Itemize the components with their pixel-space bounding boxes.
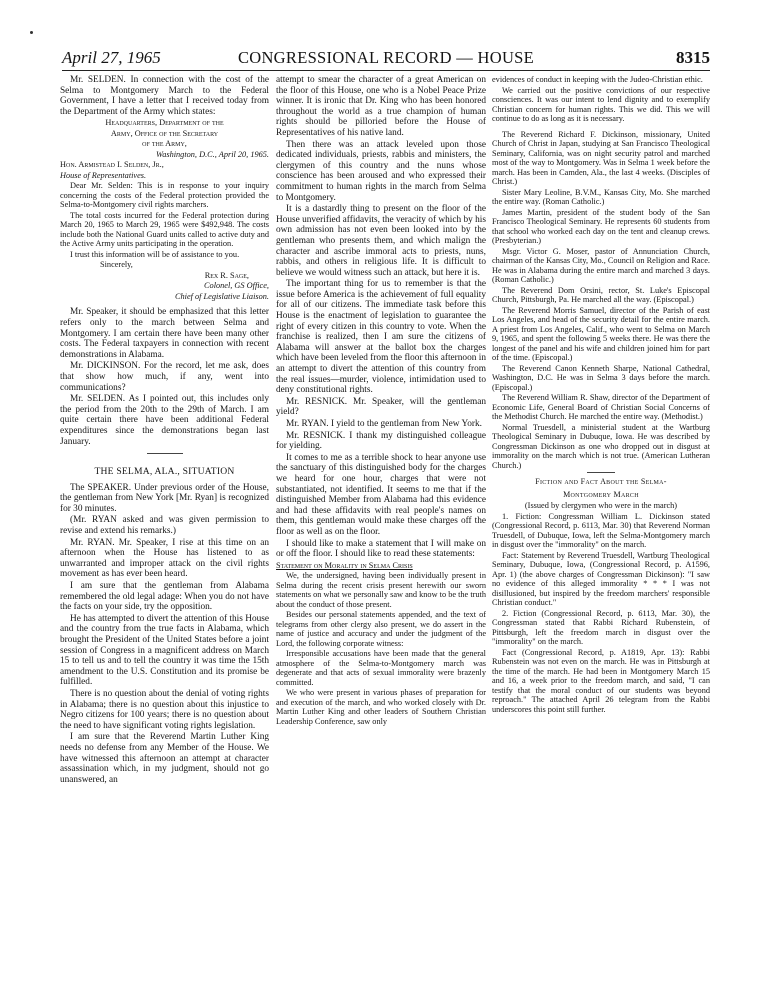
witness-entry: Msgr. Victor G. Moser, pastor of Annunciation Church, chairman of the Kansas City, Mo., Council on Religion and Race. He was in Alabama during the entire march and marched 3 days. (Roman Catholic.)	[492, 246, 710, 284]
letter-heading: Headquarters, Department of the	[105, 118, 224, 128]
column-1	[60, 75, 269, 980]
fact-entry: Fact (Congressional Record, p. A1819, Apr. 13): Rabbi Rubenstein was not even on the march. He was in Pittsburgh at the time of the march. He had been in Montgomery March 15 and 16, a week prior to the freedom march, and said, "I can testify that the moral conduct of our students was beyond reproach." The attached April 26 telegram from the Rabbi underscores this point still further.	[492, 647, 710, 714]
fact-entry: Fact: Statement by Reverend Truesdell, Wartburg Theological Seminary, Dubuque, Iowa, (Congressional Record, p. A1596, Apr. 1) (the above charges of Congressman Dickinson): "I saw no evidence of this alleged immorality * * * I was not disillusioned, but inspired by the freedom marchers' responsible Christian conduct."	[492, 550, 710, 607]
subsection-subtitle: (Issued by clergymen who were in the march)	[524, 501, 678, 510]
paragraph: (Mr. RYAN asked and was given permission to revise and extend his remarks.)	[60, 515, 269, 537]
paragraph: The SPEAKER. Under previous order of the House, the gentleman from New York [Mr. Ryan] is recognized for 30 minutes.	[60, 482, 269, 514]
column-2	[276, 75, 486, 980]
statement-paragraph: We carried out the positive convictions of our respective consciences. It was our intent to lend dignity and to exemplify Christian concern for human rights. This we did. This we will continue to do as long as it is necessary.	[492, 85, 710, 123]
signature-name: Rex R. Sage,	[204, 270, 249, 280]
witness-entry: The Reverend Morris Samuel, director of the Parish of east Los Angeles, and head of the security detail for the entire march. A priest from Los Angeles, Calif., who went to Selma on March 9, 1965, and spent the following 5 weeks there. He was there the longest of the panel and his wife and children joined him for part of the time. (Episcopal.)	[492, 305, 710, 362]
witness-entry: Sister Mary Leoline, B.V.M., Kansas City, Mo. She marched the entire way. (Roman Catholic.)	[492, 187, 710, 206]
paragraph: Mr. SELDEN. In connection with the cost of the Selma to Montgomery March to the Federal Government, I have a letter that I received today from the Department of the Army which states:	[60, 75, 269, 117]
witness-entry: Normal Truesdell, a ministerial student at the Wartburg Theological Seminary in Dubuque, Iowa. He was described by Congressman Dickinson as one who dropped out in disgust at immorality on the march which is not true. (American Lutheran Church.)	[492, 422, 710, 470]
page-header	[62, 48, 710, 71]
army-letter	[60, 118, 269, 301]
subsection-title: Fiction and Fact About the Selma-	[535, 477, 667, 486]
witness-entry: The Reverend William R. Shaw, director of the Department of Economic Life, General Board of Christian Social Concerns of the Methodist Church. He marched the entire way. (Methodist.)	[492, 393, 710, 421]
letter-closing: Sincerely,	[100, 260, 133, 270]
witness-entry: The Reverend Canon Kenneth Sharpe, National Cathedral, Washington, D.C. He was in Selma 3 days before the march. (Episcopal.)	[492, 363, 710, 392]
letter-date: Washington, D.C., April 20, 1965.	[156, 149, 269, 159]
clergy-statement	[276, 561, 486, 727]
letter-address: House of Representatives.	[60, 170, 147, 180]
witness-entry: James Martin, president of the student body of the San Francisco Theological Seminary. He represents 60 students from that school who worked each day on the tent and cleanup crews. (Presbyterian.)	[492, 207, 710, 245]
letter-paragraph: Dear Mr. Selden: This is in response to your inquiry concerning the costs of the Federal protection provided the Selma-to-Montgomery civil rights marchers.	[60, 181, 269, 210]
subsection-title: Montgomery March	[563, 489, 639, 499]
fiction-entry: 1. Fiction: Congressman William L. Dickinson stated (Congressional Record, p. 6113, Mar. 30) that Reverend Norman Truesdell, of Dubuque, Iowa, left the Selma-Montgomery march in disgust over the "immorality" on the march.	[492, 511, 710, 549]
paragraph: Mr. RESNICK. Mr. Speaker, will the gentleman yield?	[276, 396, 486, 418]
paragraph: It is a dastardly thing to present on the floor of the House unverified affidavits, the veracity of which by his own admission has not even been looked into by the gentleman who presents them, and which malign the character and ascribe immoral acts to priests, nuns, rabbis, and others in religious life. It is difficult to believe we would witness such an attack, but here it is.	[276, 204, 486, 278]
paragraph: He has attempted to divert the attention of this House and the country from the true facts in Alabama, which brought the President of the United States before a joint session of Congress in a magnificent address on March 15 to tell us and to tell the country it was time the 15th amendment to the U.S. Constitution and its promise be fulfilled.	[60, 613, 269, 688]
paragraph: Mr. DICKINSON. For the record, let me ask, does that show how much, if any, went into communications?	[60, 361, 269, 393]
letter-heading: Army, Office of the Secretary	[110, 128, 219, 138]
column-3	[492, 75, 710, 980]
paragraph: The important thing for us to remember is that the issue before America is the achievement of full equality for all of our citizens. The immediate task before this House is the enactment of legislation to guarantee the right of every citizen in this country to vote. When the franchise is realized, then I am sure the citizens of Alabama will answer at the ballot box the charges which have been leveled from the floor this afternoon in an attempt to divert the attention of this country from the real issues—murder, violence, intimidation used to deny constitutional rights.	[276, 279, 486, 396]
scan-speck	[30, 31, 33, 34]
paragraph: Mr. RESNICK. I thank my distinguished colleague for yielding.	[276, 430, 486, 452]
header-date: April 27, 1965	[62, 48, 161, 67]
section-title: THE SELMA, ALA., SITUATION	[94, 466, 235, 478]
statement-title: Statement on Morality in Selma Crisis	[276, 560, 413, 570]
signature-title: Colonel, GS Office,	[204, 281, 269, 291]
paragraph: There is no question about the denial of voting rights in Alabama; there is no question about this injustice to Negro citizens for 100 years; there is no question about the need to have significant voting rights legislation.	[60, 688, 269, 731]
paragraph: Mr. SELDEN. As I pointed out, this includes only the period from the 20th to the 29th of March. I am quite certain there have been additional Federal expenditures since the demonstrations began last January.	[60, 394, 269, 447]
letter-heading: of the Army,	[142, 139, 187, 149]
statement-paragraph: evidences of conduct in keeping with the Judeo-Christian ethic.	[492, 75, 703, 84]
letter-address: Hon. Armistead I. Selden, Jr.,	[60, 160, 164, 170]
paragraph: attempt to smear the character of a great American on the floor of this House, one who is a Nobel Peace Prize winner. It is ironic that Dr. King who has been honored throughout the world as a true champion of human rights should be pilloried before the House of Representatives of his native land.	[276, 75, 486, 138]
statement-paragraph: Besides our personal statements appended, and the text of telegrams from other clergy also present, we do assert in the name of justice and accuracy and under the judgment of the Lord, the following corporate witness:	[276, 610, 486, 648]
statement-paragraph: We who were present in various phases of preparation for and execution of the march, and who worked closely with Dr. Martin Luther King and other leaders of Southern Christian Leadership Conference, saw only	[276, 688, 486, 726]
paragraph: I am sure that the Reverend Martin Luther King needs no defense from any Member of the House. We have witnessed this afternoon an attempt at character assassination which, in my judgment, should not go unanswered, an	[60, 732, 269, 785]
witness-entry: The Reverend Dom Orsini, rector, St. Luke's Episcopal Church, Pittsburgh, Pa. He marched all the way. (Episcopal.)	[492, 285, 710, 304]
section-divider	[587, 472, 615, 473]
letter-paragraph: I trust this information will be of assistance to you.	[70, 249, 240, 259]
paragraph: Mr. RYAN. I yield to the gentleman from New York.	[286, 419, 482, 429]
section-divider	[147, 453, 183, 454]
fiction-entry: 2. Fiction (Congressional Record, p. 6113, Mar. 30), the Congressman stated that Rabbi Richard Rubenstein, of Pittsburgh, left the freedom march in disgust over the "immorality" on the march.	[492, 608, 710, 646]
header-page-number: 8315	[676, 48, 710, 67]
statement-paragraph: We, the undersigned, having been individually present in Selma during the recent crisis present herewith our sworn statements on what we personally saw and know to be the truth about the conduct of those present.	[276, 571, 486, 609]
paragraph: I should like to make a statement that I will make on or off the floor. I should like to read these statements:	[276, 538, 486, 560]
paragraph: Mr. Speaker, it should be emphasized that this letter refers only to the march between Selma and Montgomery. I am certain there have been many other costs. The Federal taxpayers in connection with recent demonstrations in Alabama.	[60, 307, 269, 360]
paragraph: Mr. RYAN. Mr. Speaker, I rise at this time on an afternoon when the House has listened to as unwarranted and improper attack on the civil rights movement as has ever been heard.	[60, 537, 269, 580]
witness-entry: The Reverend Richard F. Dickinson, missionary, United Church of Christ in Japan, studying at San Francisco Theological Seminary, California, was on night security patrol and marched most of the way to Montgomery. Was in Selma 1 week before the march. Has been in Camden, Ala., the last 4 weeks. (Disciples of Christ.)	[492, 129, 710, 186]
header-title: CONGRESSIONAL RECORD — HOUSE	[237, 48, 535, 67]
statement-paragraph: Irresponsible accusations have been made that the general atmosphere of the Selma-to-Montgomery march was degenerate and that acts of sexual immorality were brazenly committed.	[276, 649, 486, 687]
paragraph: Then there was an attack leveled upon those dedicated individuals, priests, rabbis and ministers, the clergymen of this country and the nuns whose conscience has been aroused and who expressed their commitment to human rights in the march from Selma to Montgomery.	[276, 139, 486, 203]
paragraph: It comes to me as a terrible shock to hear anyone use the sanctuary of this distinguished body for the charges we heard for one hour, charges that were not substantiated, not identified. It seems to me that if the distinguished Member from Alabama had this evidence and had these affidavits with real people's names on them, this gentleman would make these charges off the floor as well as on the floor.	[276, 452, 486, 537]
paragraph: I am sure that the gentleman from Alabama remembered the old legal adage: When you do not have the facts on your side, try the opposition.	[60, 581, 269, 613]
signature-title: Chief of Legislative Liaison.	[174, 291, 269, 301]
letter-paragraph: The total costs incurred for the Federal protection during March 20, 1965 to March 29, 1965 were $492,948. The costs include both the National Guard units called to active duty and the Active Army units participating in the operation.	[60, 210, 269, 249]
